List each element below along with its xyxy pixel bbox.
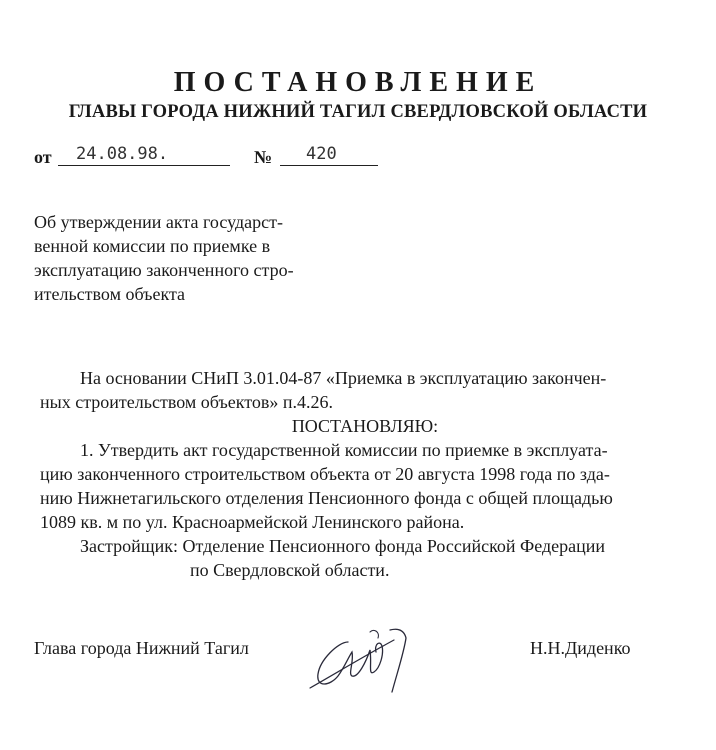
subject-line: эксплуатацию законченного стро- — [34, 260, 294, 280]
signatory-name: Н.Н.Диденко — [530, 638, 631, 658]
subject-line: венной комиссии по приемке в — [34, 236, 271, 256]
number-field — [280, 144, 378, 166]
subject-line: ительством объекта — [34, 284, 186, 304]
subject-line: Об утверждении акта государст- — [34, 212, 283, 232]
signatory-position: Глава города Нижний Тагил — [34, 638, 249, 658]
body-text — [40, 366, 690, 582]
handwritten-signature — [308, 612, 418, 696]
body-line: нию Нижнетагильского отделения Пенсионного фонда с общей площадью — [40, 488, 613, 508]
date-label: от — [34, 147, 52, 167]
body-line: Застройщик: Отделение Пенсионного фонда Российской Федерации — [80, 536, 606, 556]
body-line: 1089 кв. м по ул. Красноармейской Ленинского района. — [40, 512, 465, 532]
subject-block — [34, 210, 334, 306]
resolve-heading: ПОСТАНОВЛЯЮ: — [291, 416, 439, 436]
body-line: На основании СНиП 3.01.04-87 «Приемка в эксплуатацию закончен- — [80, 368, 607, 388]
document-subtitle: ГЛАВЫ ГОРОДА НИЖНИЙ ТАГИЛ СВЕРДЛОВСКОЙ ОБЛАСТИ — [68, 102, 648, 122]
body-line: 1. Утвердить акт государственной комиссии по приемке в эксплуата- — [80, 440, 608, 460]
document-title: ПОСТАНОВЛЕНИЕ — [173, 67, 543, 98]
number-label: № — [254, 147, 273, 167]
body-line: по Свердловской области. — [190, 560, 390, 580]
body-line: ных строительством объектов» п.4.26. — [40, 392, 334, 412]
number-value: 420 — [306, 144, 337, 164]
body-line: цию законченного строительством объекта от 20 августа 1998 года по зда- — [40, 464, 610, 484]
date-field — [58, 144, 230, 166]
date-value: 24.08.98. — [76, 144, 169, 164]
